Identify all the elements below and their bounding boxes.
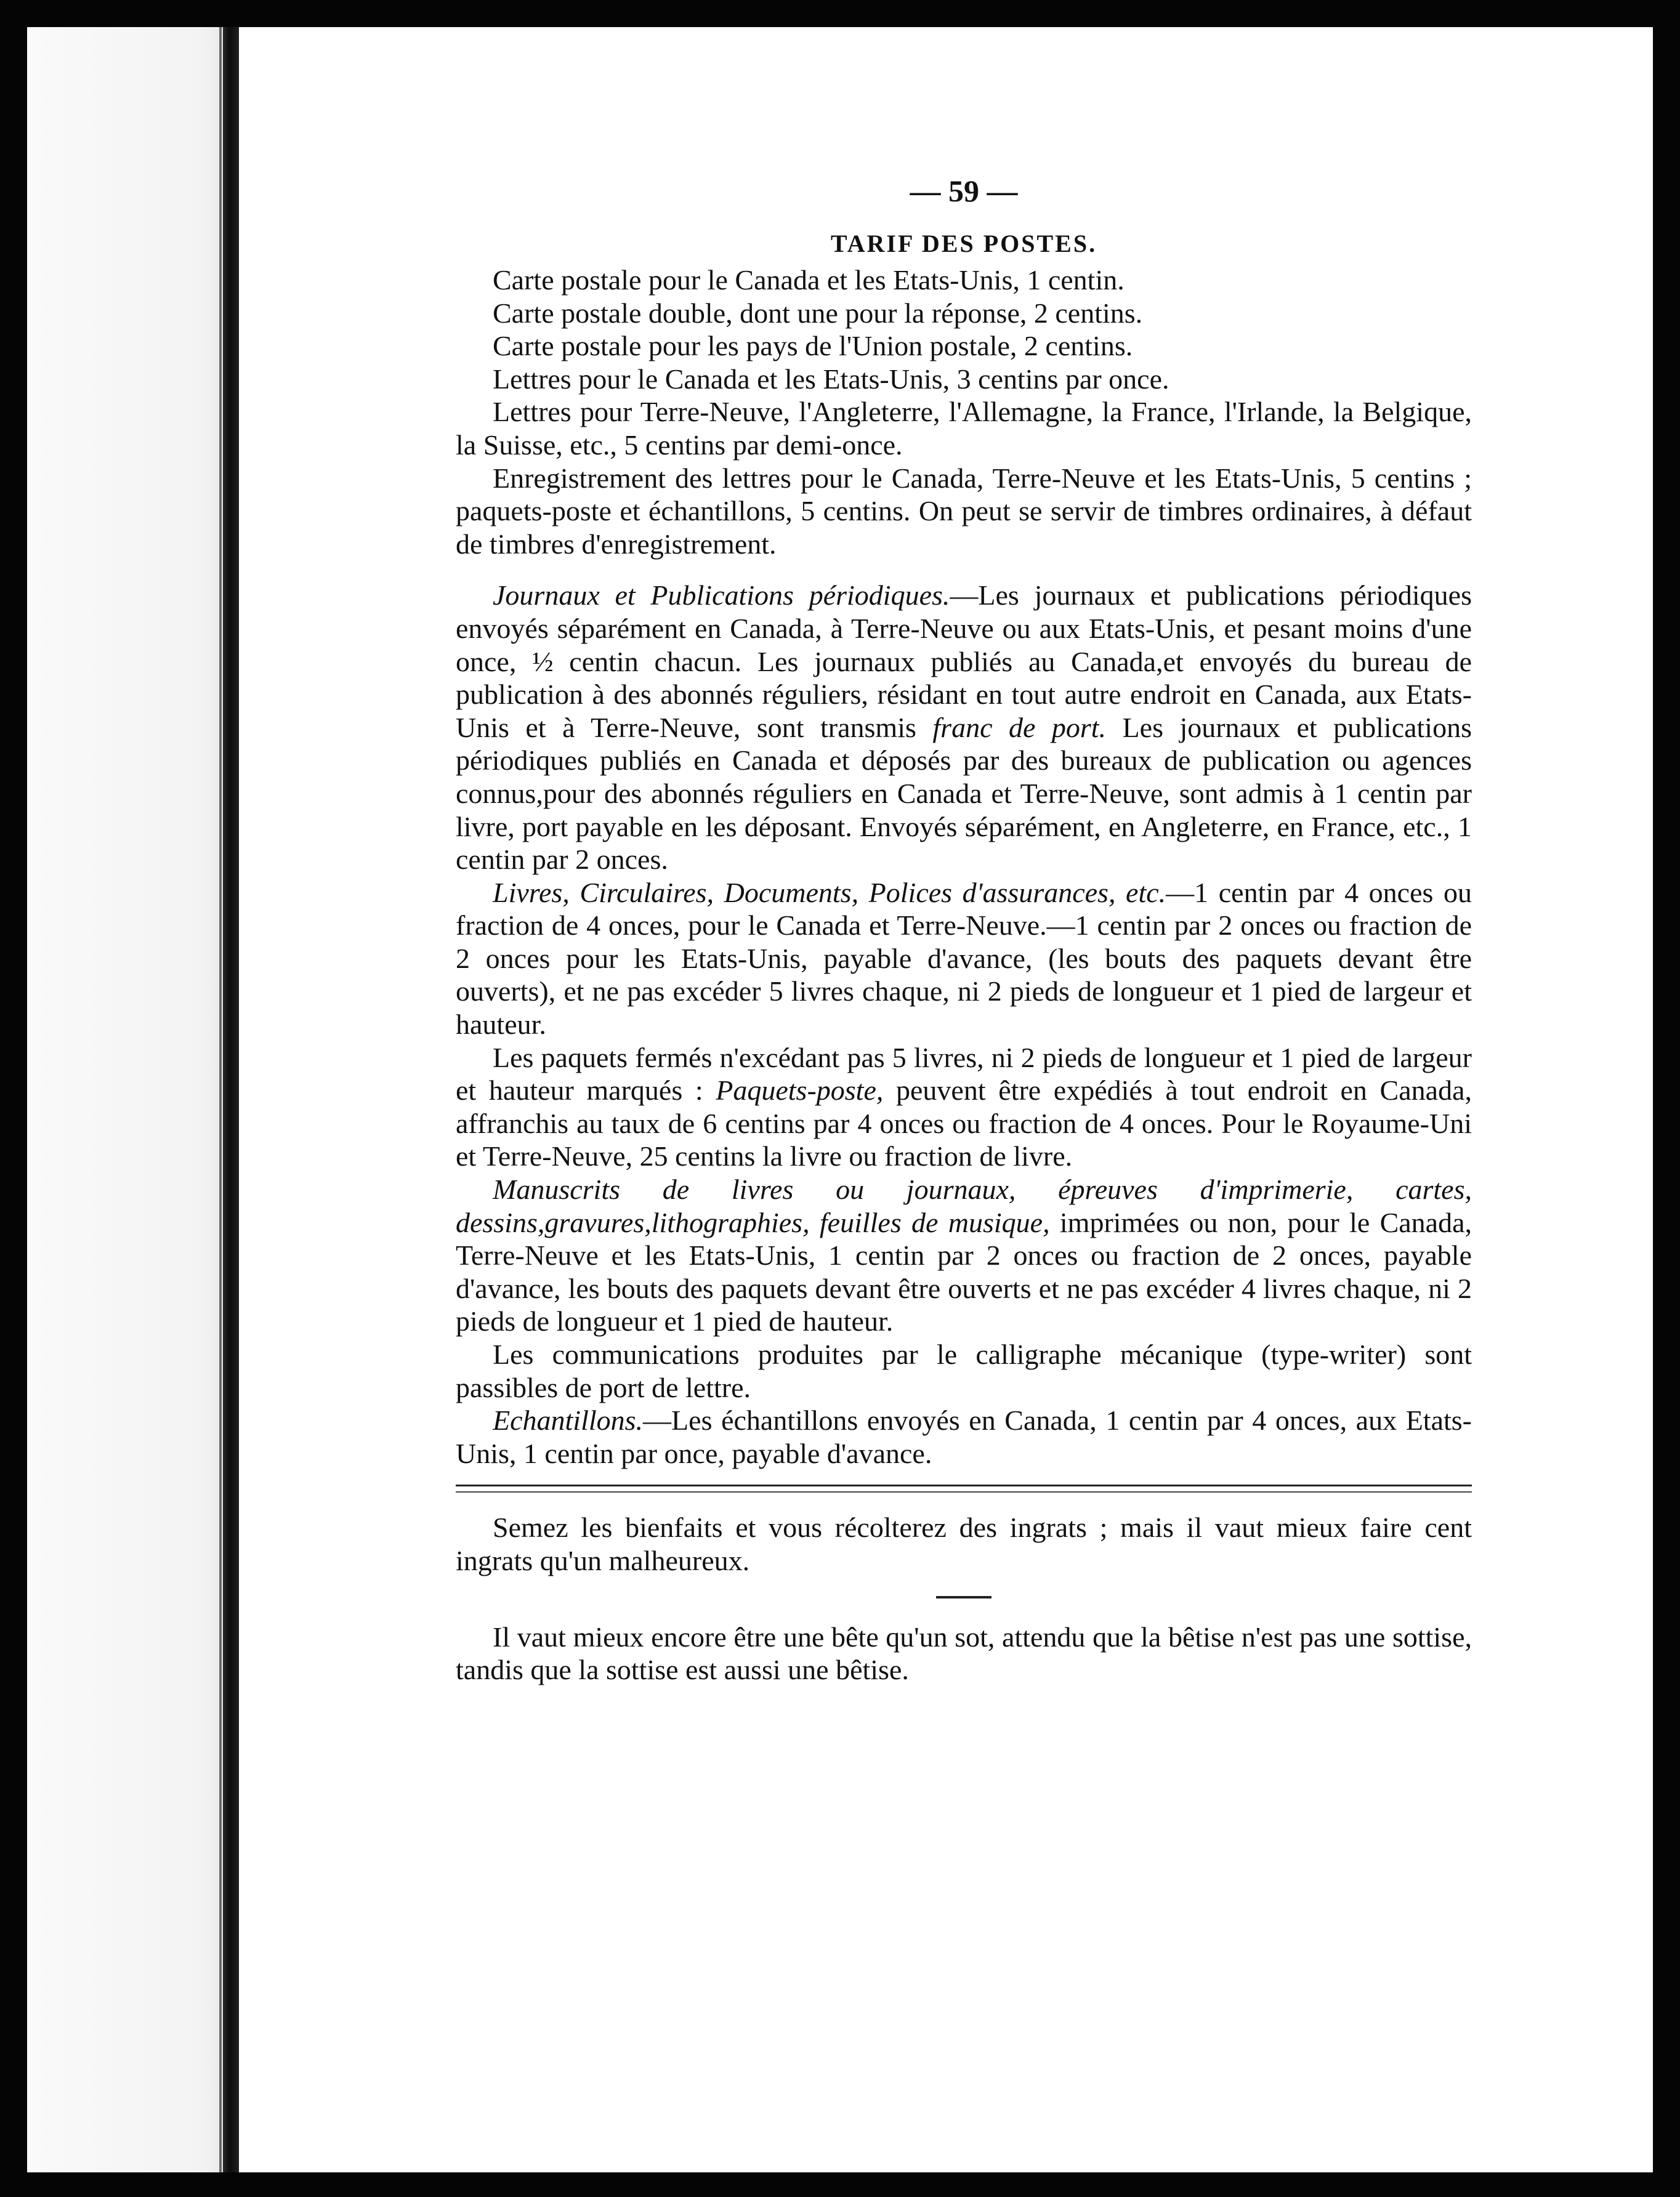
maxim-bete: Il vaut mieux encore être une bête qu'un sot, attendu que la bêtise n'est pas une sottise, tandis que la sottise est aussi une bêtise.: [456, 1621, 1472, 1686]
samples-lead: Echantillons.: [493, 1405, 644, 1437]
newspapers-lead: Journaux et Publications périodiques.: [493, 579, 950, 611]
scan-border-right: [1653, 0, 1680, 2197]
paragraph-registration: Enregistrement des lettres pour le Canada, Terre-Neuve et les Etats-Unis, 5 centins ; paquets-poste et échantillons, 5 centins. On peut se servir de timbres ordinaires, à défaut de timbres d'enregistrement.: [456, 462, 1472, 560]
book-gutter: [223, 27, 239, 2172]
parcels-italic: Paquets-poste,: [716, 1074, 884, 1107]
paragraph-letters-canada: Lettres pour le Canada et les Etats-Unis, 3 centins par once.: [493, 363, 1169, 395]
paragraph-samples: [456, 1404, 1472, 1470]
books-lead: Livres, Circulaires, Documents, Polices d'assurances, etc.: [493, 876, 1166, 908]
samples-text: —Les échantillons envoyés en Canada, 1 centin par 4 onces, aux Etats-Unis, 1 centin par once, payable d'avance.: [456, 1405, 1472, 1469]
paragraph-books: [456, 876, 1472, 1041]
books-text: —1 centin par 4 onces ou fraction de 4 onces, pour le Canada et Terre-Neuve.—1 centin par 2 onces ou fraction de 2 onces pour les Etats-Unis, payable d'avance, (les bouts des paquets devant être ouverts), et ne pas excéder 5 livres chaque, ni 2 pieds de longueur et 1 pied de largeur et hauteur.: [456, 876, 1472, 1041]
gutter-line: [219, 27, 222, 2172]
manuscripts-lead: Manuscrits de livres ou journaux, épreuves d'imprimerie, cartes, dessins,gravures,lithographies, feuilles de musique,: [456, 1174, 1472, 1238]
paragraph-postal-union-postcard: Carte postale pour les pays de l'Union postale, 2 centins.: [493, 330, 1133, 362]
parcels-text-1: Les paquets fermés n'excédant pas 5 livres, ni 2 pieds de longueur et 1 pied de largeur et hauteur marqués :: [456, 1041, 1472, 1107]
page-text: [456, 172, 1472, 1687]
paragraph-letters-abroad: Lettres pour Terre-Neuve, l'Angleterre, l'Allemagne, la France, l'Irlande, la Belgique, la Suisse, etc., 5 centins par demi-once.: [456, 396, 1472, 461]
section-heading: TARIF DES POSTES.: [830, 230, 1097, 257]
paragraph-double-postcard: Carte postale double, dont une pour la réponse, 2 centins.: [493, 297, 1143, 329]
facing-page-edge: [27, 27, 223, 2172]
manuscripts-text: imprimées ou non, pour le Canada, Terre-Neuve et les Etats-Unis, 1 centin par 2 onces ou fraction de 2 onces, payable d'avance, les bouts des paquets devant être ouverts et ne pas excéder 4 livres chaque, ni 2 pieds de longueur et 1 pied de hauteur.: [456, 1206, 1472, 1337]
maxim-bienfaits: Semez les bienfaits et vous récolterez des ingrats ; mais il vaut mieux faire cent ingrats qu'un malheureux.: [456, 1512, 1472, 1576]
newspapers-text-1: —Les journaux et publications périodiques envoyés séparément en Canada, à Terre-Neuve ou aux Etats-Unis, et pesant moins d'une once, ½ centin chacun. Les journaux publiés au Canada,et envoyés du bureau de publication à des abonnés réguliers, résidant en tout autre endroit en Canada, aux Etats-Unis et à Terre-Neuve, sont transmis: [456, 579, 1472, 743]
scan-border-bottom: [0, 2172, 1680, 2197]
paragraph-parcels: [456, 1041, 1472, 1173]
double-rule-divider: [456, 1485, 1472, 1493]
page-number: — 59 —: [910, 174, 1018, 208]
short-rule-divider: [936, 1596, 991, 1598]
paragraph-manuscripts: [456, 1173, 1472, 1338]
paragraph-typewriter: Les communications produites par le calligraphe mécanique (type-writer) sont passibles de port de lettre.: [456, 1339, 1472, 1403]
paragraph-postcard: Carte postale pour le Canada et les Etats-Unis, 1 centin.: [493, 264, 1125, 296]
newspapers-text-2: Les journaux et publications périodiques publiés en Canada et déposés par des bureaux de publication ou agences connus,pour des abonnés réguliers en Canada et Terre-Neuve, sont admis à 1 centin par livre, port payable en les déposant. Envoyés séparément, en Angleterre, en France, etc., 1 centin par 2 onces.: [456, 711, 1472, 876]
paragraph-newspapers: [456, 579, 1472, 876]
scan-border-top: [0, 0, 1680, 27]
scan-border-left: [0, 0, 27, 2197]
parcels-text-2: peuvent être expédiés à tout endroit en Canada, affranchis au taux de 6 centins par 4 onces ou fraction de 4 onces. Pour le Royaume-Uni et Terre-Neuve, 25 centins la livre ou fraction de livre.: [456, 1074, 1472, 1172]
newspapers-franc: franc de port.: [932, 711, 1107, 743]
